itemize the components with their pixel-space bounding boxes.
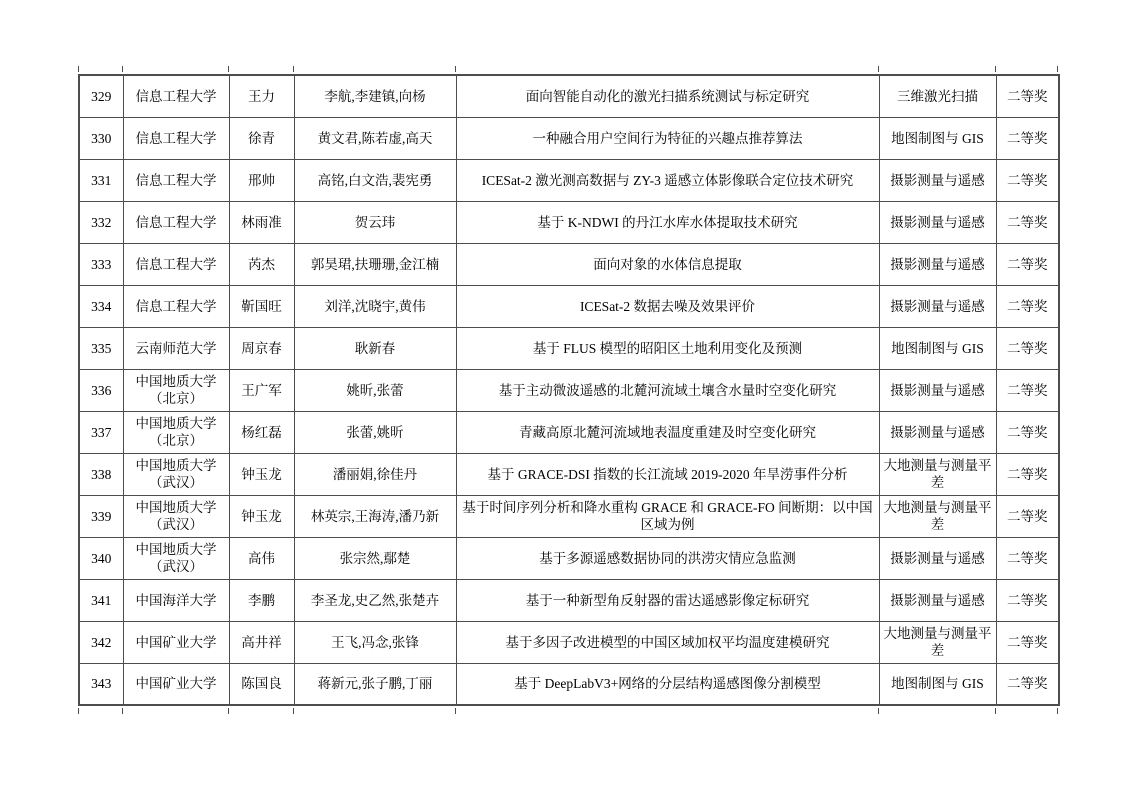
- cell-category: 大地测量与测量平差: [879, 621, 996, 663]
- cell-author-name: 高伟: [229, 537, 294, 579]
- column-divider-stub: [1057, 66, 1058, 72]
- cell-author-name: 王力: [229, 75, 294, 117]
- cell-author-name: 钟玉龙: [229, 453, 294, 495]
- cell-coauthors: 耿新春: [294, 327, 456, 369]
- cell-award: 二等奖: [996, 621, 1059, 663]
- cell-category: 摄影测量与遥感: [879, 159, 996, 201]
- cell-serial-number: 334: [79, 285, 123, 327]
- column-divider-stub: [122, 708, 123, 714]
- cell-author-name: 高井祥: [229, 621, 294, 663]
- cell-coauthors: 李圣龙,史乙然,张楚卉: [294, 579, 456, 621]
- cell-paper-title: 面向智能自动化的激光扫描系统测试与标定研究: [456, 75, 879, 117]
- cell-paper-title: 面向对象的水体信息提取: [456, 243, 879, 285]
- cell-award: 二等奖: [996, 201, 1059, 243]
- cell-university: 信息工程大学: [123, 159, 229, 201]
- cell-coauthors: 林英宗,王海涛,潘乃新: [294, 495, 456, 537]
- cell-serial-number: 335: [79, 327, 123, 369]
- cell-serial-number: 330: [79, 117, 123, 159]
- column-divider-stub: [878, 708, 879, 714]
- cell-award: 二等奖: [996, 495, 1059, 537]
- cell-category: 摄影测量与遥感: [879, 285, 996, 327]
- cell-serial-number: 339: [79, 495, 123, 537]
- cell-paper-title: ICESat-2 激光测高数据与 ZY-3 遥感立体影像联合定位技术研究: [456, 159, 879, 201]
- cell-university: 信息工程大学: [123, 285, 229, 327]
- table-row: [79, 117, 1059, 159]
- column-divider-stub: [228, 66, 229, 72]
- column-divider-stub: [455, 708, 456, 714]
- cell-university: 信息工程大学: [123, 243, 229, 285]
- cell-serial-number: 340: [79, 537, 123, 579]
- cell-paper-title: 基于多源遥感数据协同的洪涝灾情应急监测: [456, 537, 879, 579]
- cell-paper-title: 基于 K-NDWI 的丹江水库水体提取技术研究: [456, 201, 879, 243]
- cell-university: 中国地质大学（武汉）: [123, 495, 229, 537]
- cell-paper-title: 基于 GRACE-DSI 指数的长江流域 2019-2020 年旱涝事件分析: [456, 453, 879, 495]
- cell-author-name: 徐青: [229, 117, 294, 159]
- column-divider-stub: [293, 708, 294, 714]
- cell-coauthors: 张蕾,姚昕: [294, 411, 456, 453]
- cell-award: 二等奖: [996, 453, 1059, 495]
- cell-paper-title: ICESat-2 数据去噪及效果评价: [456, 285, 879, 327]
- cell-author-name: 钟玉龙: [229, 495, 294, 537]
- cell-category: 摄影测量与遥感: [879, 579, 996, 621]
- table-row: [79, 579, 1059, 621]
- column-divider-stub: [228, 708, 229, 714]
- table-row: [79, 243, 1059, 285]
- cell-author-name: 邢帅: [229, 159, 294, 201]
- column-divider-stub: [122, 66, 123, 72]
- cell-award: 二等奖: [996, 537, 1059, 579]
- cell-serial-number: 333: [79, 243, 123, 285]
- cell-university: 中国矿业大学: [123, 663, 229, 705]
- column-divider-stub: [878, 66, 879, 72]
- cell-author-name: 杨红磊: [229, 411, 294, 453]
- cell-author-name: 王广军: [229, 369, 294, 411]
- cell-coauthors: 潘丽娟,徐佳丹: [294, 453, 456, 495]
- table-row: [79, 75, 1059, 117]
- cell-university: 中国地质大学（北京）: [123, 369, 229, 411]
- cell-serial-number: 329: [79, 75, 123, 117]
- table-row: [79, 621, 1059, 663]
- cell-author-name: 芮杰: [229, 243, 294, 285]
- cell-category: 摄影测量与遥感: [879, 369, 996, 411]
- cell-serial-number: 338: [79, 453, 123, 495]
- cell-paper-title: 基于一种新型角反射器的雷达遥感影像定标研究: [456, 579, 879, 621]
- cell-university: 信息工程大学: [123, 75, 229, 117]
- cell-coauthors: 刘洋,沈晓宇,黄伟: [294, 285, 456, 327]
- cell-coauthors: 王飞,冯念,张锋: [294, 621, 456, 663]
- column-divider-stub: [995, 708, 996, 714]
- cell-paper-title: 基于时间序列分析和降水重构 GRACE 和 GRACE-FO 间断期：以中国区域为例: [456, 495, 879, 537]
- cell-coauthors: 郭昊珺,扶珊珊,金江楠: [294, 243, 456, 285]
- cell-serial-number: 332: [79, 201, 123, 243]
- column-divider-stub: [1057, 708, 1058, 714]
- cell-university: 中国海洋大学: [123, 579, 229, 621]
- cell-coauthors: 李航,李建镇,向杨: [294, 75, 456, 117]
- cell-paper-title: 基于 FLUS 模型的昭阳区土地利用变化及预测: [456, 327, 879, 369]
- cell-coauthors: 姚昕,张蕾: [294, 369, 456, 411]
- cell-category: 大地测量与测量平差: [879, 453, 996, 495]
- cell-university: 信息工程大学: [123, 117, 229, 159]
- cell-university: 中国地质大学（北京）: [123, 411, 229, 453]
- cell-author-name: 靳国旺: [229, 285, 294, 327]
- cell-serial-number: 342: [79, 621, 123, 663]
- table-row: [79, 201, 1059, 243]
- cell-award: 二等奖: [996, 243, 1059, 285]
- cell-author-name: 李鹏: [229, 579, 294, 621]
- cell-author-name: 林雨准: [229, 201, 294, 243]
- cell-award: 二等奖: [996, 159, 1059, 201]
- cell-university: 中国矿业大学: [123, 621, 229, 663]
- cell-serial-number: 343: [79, 663, 123, 705]
- cell-award: 二等奖: [996, 75, 1059, 117]
- table-row: [79, 411, 1059, 453]
- cell-author-name: 周京春: [229, 327, 294, 369]
- cell-category: 摄影测量与遥感: [879, 201, 996, 243]
- cell-award: 二等奖: [996, 285, 1059, 327]
- cell-coauthors: 黄文君,陈若虚,高天: [294, 117, 456, 159]
- table-row: [79, 495, 1059, 537]
- cell-paper-title: 基于多因子改进模型的中国区域加权平均温度建模研究: [456, 621, 879, 663]
- cell-paper-title: 一种融合用户空间行为特征的兴趣点推荐算法: [456, 117, 879, 159]
- column-divider-stub: [455, 66, 456, 72]
- cell-university: 信息工程大学: [123, 201, 229, 243]
- cell-category: 地图制图与 GIS: [879, 117, 996, 159]
- cell-category: 三维激光扫描: [879, 75, 996, 117]
- cell-university: 云南师范大学: [123, 327, 229, 369]
- cell-category: 地图制图与 GIS: [879, 663, 996, 705]
- cell-coauthors: 贺云玮: [294, 201, 456, 243]
- cell-coauthors: 张宗然,鄢楚: [294, 537, 456, 579]
- cell-serial-number: 337: [79, 411, 123, 453]
- cell-paper-title: 基于 DeepLabV3+网络的分层结构遥感图像分割模型: [456, 663, 879, 705]
- cell-university: 中国地质大学（武汉）: [123, 537, 229, 579]
- cell-award: 二等奖: [996, 663, 1059, 705]
- cell-category: 摄影测量与遥感: [879, 243, 996, 285]
- table-row: [79, 537, 1059, 579]
- cell-paper-title: 基于主动微波遥感的北麓河流域土壤含水量时空变化研究: [456, 369, 879, 411]
- table-row: [79, 369, 1059, 411]
- cell-award: 二等奖: [996, 579, 1059, 621]
- cell-category: 摄影测量与遥感: [879, 537, 996, 579]
- cell-paper-title: 青藏高原北麓河流域地表温度重建及时空变化研究: [456, 411, 879, 453]
- cell-university: 中国地质大学（武汉）: [123, 453, 229, 495]
- cell-author-name: 陈国良: [229, 663, 294, 705]
- awards-table-grid: [78, 74, 1060, 706]
- cell-serial-number: 331: [79, 159, 123, 201]
- table-row: [79, 453, 1059, 495]
- column-divider-stub: [78, 66, 79, 72]
- column-divider-stub: [293, 66, 294, 72]
- cell-award: 二等奖: [996, 369, 1059, 411]
- column-divider-stub: [995, 66, 996, 72]
- table-row: [79, 327, 1059, 369]
- cell-category: 摄影测量与遥感: [879, 411, 996, 453]
- cell-coauthors: 高铭,白文浩,裴宪勇: [294, 159, 456, 201]
- cell-coauthors: 蒋新元,张子鹏,丁丽: [294, 663, 456, 705]
- column-divider-stub: [78, 708, 79, 714]
- table-row: [79, 663, 1059, 705]
- cell-category: 大地测量与测量平差: [879, 495, 996, 537]
- cell-serial-number: 336: [79, 369, 123, 411]
- cell-award: 二等奖: [996, 411, 1059, 453]
- awards-table: [78, 74, 1058, 706]
- cell-award: 二等奖: [996, 327, 1059, 369]
- table-row: [79, 285, 1059, 327]
- cell-category: 地图制图与 GIS: [879, 327, 996, 369]
- cell-award: 二等奖: [996, 117, 1059, 159]
- table-row: [79, 159, 1059, 201]
- cell-serial-number: 341: [79, 579, 123, 621]
